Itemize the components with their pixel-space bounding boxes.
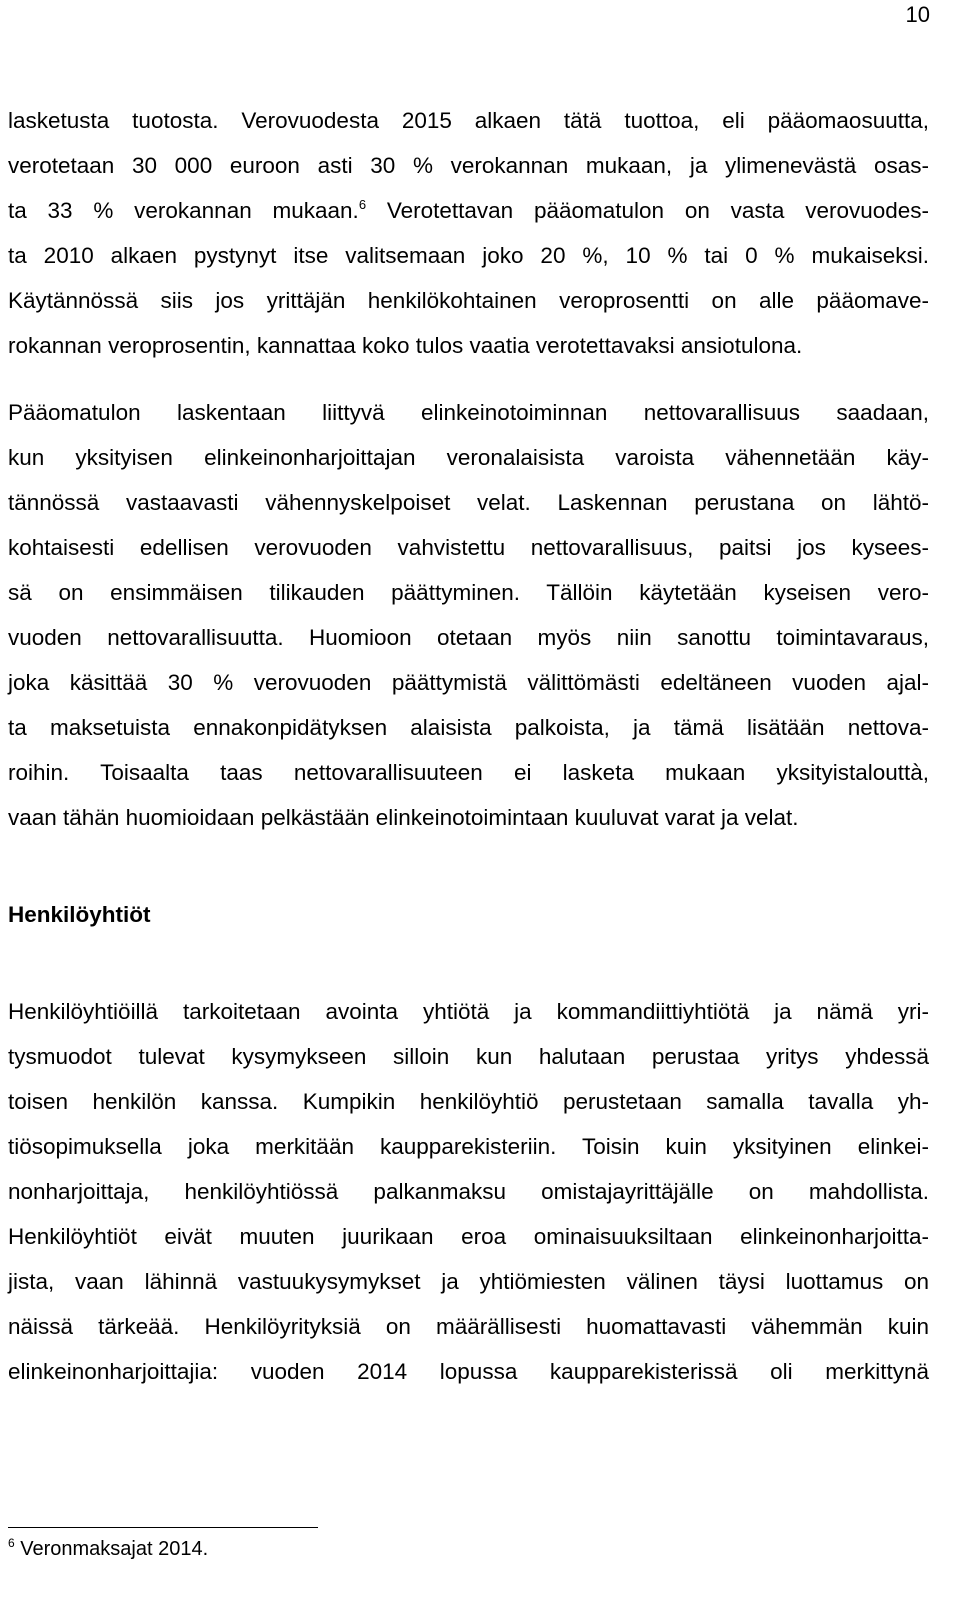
text-line: kun yksityisen elinkeinonharjoittajan veronalaisista varoista vähennetään käy- [8, 445, 929, 470]
text-line: vuoden nettovarallisuutta. Huomioon otetaan myös niin sanottu toimintavaraus, [8, 625, 929, 650]
text-line: vaan tähän huomioidaan pelkästään elinkeinotoimintaan kuuluvat varat ja velat. [8, 805, 799, 830]
text-line: ta maksetuista ennakonpidätyksen alaisista palkoista, ja tämä lisätään nettova- [8, 715, 929, 740]
text-line: ta 2010 alkaen pystynyt itse valitsemaan joko 20 %, 10 % tai 0 % mukaiseksi. [8, 243, 929, 268]
text-line: joka käsittää 30 % verovuoden päättymistä välittömästi edeltäneen vuoden ajal- [8, 670, 929, 695]
text-line: roihin. Toisaalta taas nettovarallisuuteen ei lasketa mukaan yksityistalouttà, [8, 760, 929, 785]
text-line: tysmuodot tulevat kysymykseen silloin kun halutaan perustaa yritys yhdessä [8, 1044, 929, 1069]
text-line: verotetaan 30 000 euroon asti 30 % verokannan mukaan, ja ylimenevästä osas- [8, 153, 929, 178]
text-line: Käytännössä siis jos yrittäjän henkilökohtainen veroprosentti on alle pääomave- [8, 288, 929, 313]
footnote-text: Veronmaksajat 2014. [20, 1538, 209, 1560]
text-line: rokannan veroprosentin, kannattaa koko tulos vaatia verotettavaksi ansiotulona. [8, 333, 803, 358]
text-line: sä on ensimmäisen tilikauden päättyminen. Tällöin käytetään kyseisen vero- [8, 580, 929, 605]
text-line: tiösopimuksella joka merkitään kaupparekisteriin. Toisin kuin yksityinen elinkei- [8, 1134, 929, 1159]
text-line: kohtaisesti edellisen verovuoden vahvistettu nettovarallisuus, paitsi jos kysees- [8, 535, 929, 560]
text-line: Henkilöyhtiöillä tarkoitetaan avointa yhtiötä ja kommandiittiyhtiötä ja nämä yri- [8, 999, 929, 1024]
section-heading: Henkilöyhtiöt [8, 902, 151, 927]
text-line: toisen henkilön kanssa. Kumpikin henkilöyhtiö perustetaan samalla tavalla yh- [8, 1089, 929, 1114]
text-segment: Verotettavan pääomatulon on vasta verovuodes- [366, 198, 930, 223]
text-line: näissä tärkeää. Henkilöyrityksiä on määrällisesti huomattavasti vähemmän kuin [8, 1314, 929, 1339]
footnote [8, 1534, 208, 1564]
text-line [8, 196, 929, 226]
text-line: elinkeinonharjoittajia: vuoden 2014 lopussa kaupparekisterissä oli merkittynä [8, 1359, 929, 1384]
text-line: nonharjoittaja, henkilöyhtiössä palkanmaksu omistajayrittäjälle on mahdollista. [8, 1179, 929, 1204]
footnote-mark: 6 [8, 1536, 15, 1550]
text-line: Pääomatulon laskentaan liittyvä elinkeinotoiminnan nettovarallisuus saadaan, [8, 400, 929, 425]
page-number: 10 [905, 2, 930, 27]
text-segment: ta 33 % verokannan mukaan. [8, 198, 359, 223]
footnote-reference: 6 [358, 197, 367, 212]
text-line: jista, vaan lähinnä vastuukysymykset ja yhtiömiesten välinen täysi luottamus on [8, 1269, 929, 1294]
text-line: lasketusta tuotosta. Verovuodesta 2015 alkaen tätä tuottoa, eli pääomaosuutta, [8, 108, 929, 133]
footnote-divider [8, 1527, 318, 1528]
text-line: tännössä vastaavasti vähennyskelpoiset velat. Laskennan perustana on lähtö- [8, 490, 929, 515]
text-line: Henkilöyhtiöt eivät muuten juurikaan eroa ominaisuuksiltaan elinkeinonharjoitta- [8, 1224, 929, 1249]
